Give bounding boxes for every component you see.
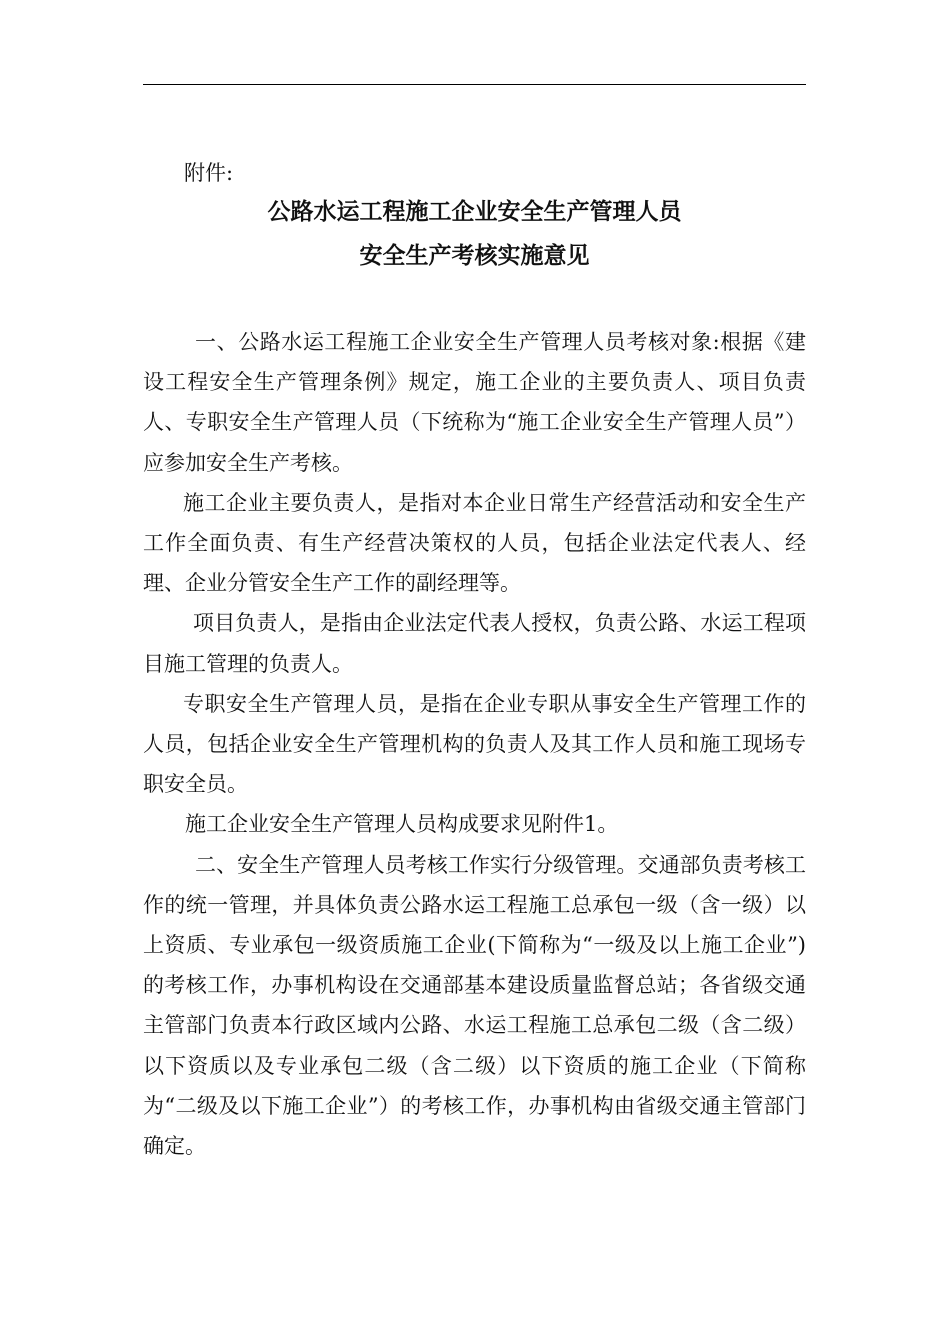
document-title-line-2: 安全生产考核实施意见 [359, 242, 590, 269]
paragraph-assessment-targets: 一、公路水运工程施工企业安全生产管理人员考核对象:根据《建设工程安全生产管理条例》规定，施工企业的主要负责人、项目负责人、专职安全生产管理人员（下统称为“施工企业安全生产管理人员”）应参加安全生产考核。 [143, 330, 806, 475]
paragraph-tiered-management: 二、安全生产管理人员考核工作实行分级管理。交通部负责考核工作的统一管理，并具体负责公路水运工程施工总承包一级（含一级）以上资质、专业承包一级资质施工企业(下简称为“一级及以上施工企业”)的考核工作，办事机构设在交通部基本建设质量监督总站；各省级交通主管部门负责本行政区域内公路、水运工程施工总承包二级（含二级）以下资质以及专业承包二级（含二级）以下资质的施工企业（下简称为“二级及以下施工企业”）的考核工作，办事机构由省级交通主管部门确定。 [143, 852, 806, 1159]
document-body [143, 322, 806, 1166]
document-title-line-1: 公路水运工程施工企业安全生产管理人员 [267, 198, 682, 225]
paragraph-project-lead-definition: 项目负责人，是指由企业法定代表人授权，负责公路、水运工程项目施工管理的负责人。 [143, 611, 806, 676]
paragraph-staffing-requirement: 施工企业安全生产管理人员构成要求见附件1。 [185, 812, 619, 837]
paragraph-principal-definition: 施工企业主要负责人，是指对本企业日常生产经营活动和安全生产工作全面负责、有生产经营决策权的人员，包括企业法定代表人、经理、企业分管安全生产工作的副经理等。 [143, 490, 806, 596]
header-rule [143, 84, 806, 85]
paragraph-safety-staff-definition: 专职安全生产管理人员，是指在企业专职从事安全生产管理工作的人员，包括企业安全生产管理机构的负责人及其工作人员和施工现场专职安全员。 [143, 691, 806, 797]
attachment-label: 附件: [184, 161, 234, 185]
